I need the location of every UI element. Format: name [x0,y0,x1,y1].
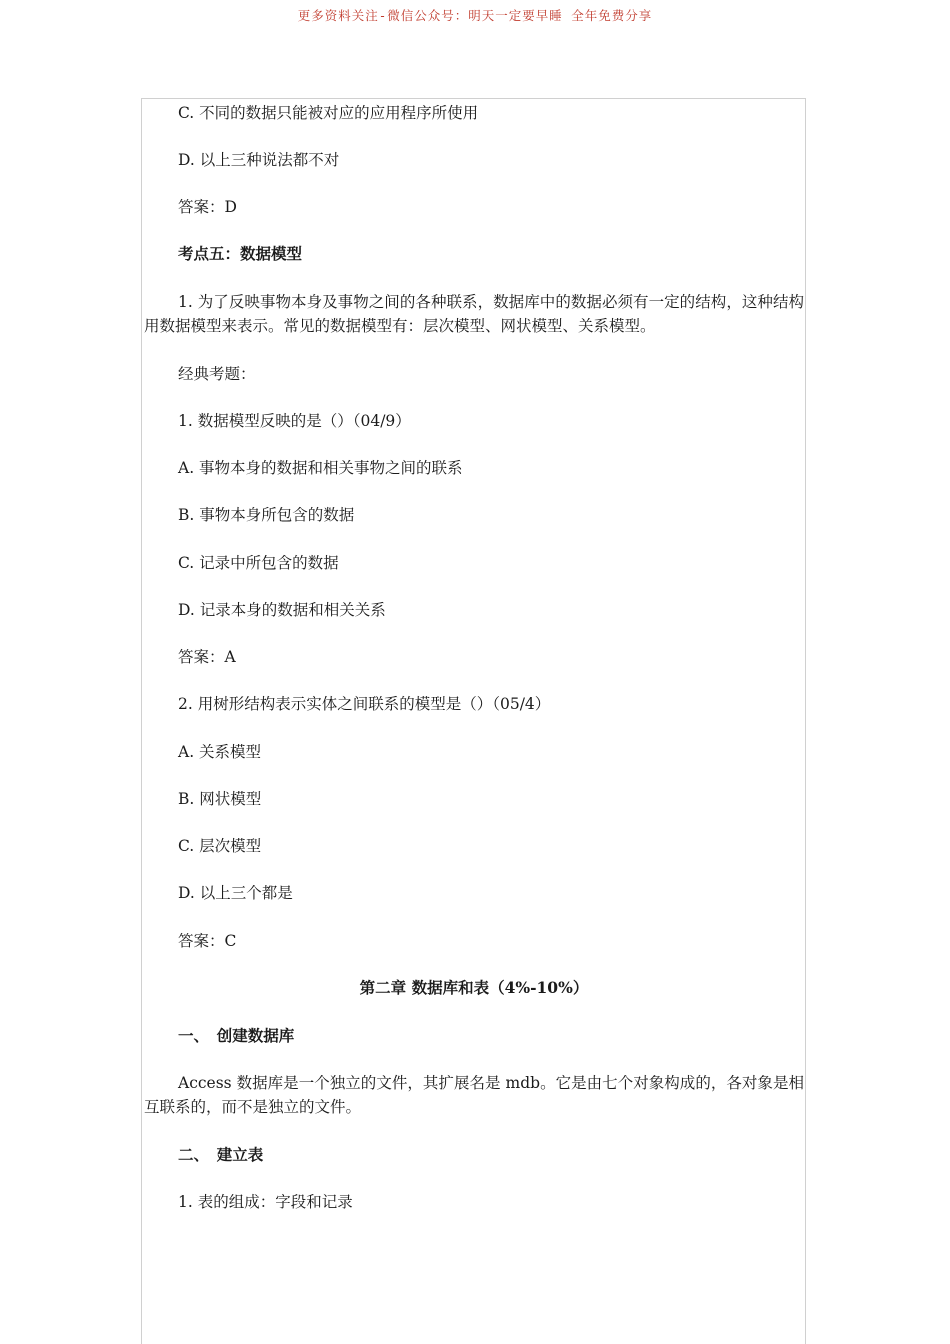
q2-option-b: B. 网状模型 [178,790,262,808]
q2-answer: 答案：C [178,932,237,950]
option-d-line: D. 以上三种说法都不对 [178,151,340,169]
section-heading: 考点五：数据模型 [178,244,303,263]
q2-option-d: D. 以上三个都是 [178,884,293,902]
question-1: 1. 数据模型反映的是（）（04/9） [178,412,411,430]
q1-option-c: C. 记录中所包含的数据 [178,554,339,572]
question-2: 2. 用树形结构表示实体之间联系的模型是（）（05/4） [178,695,551,713]
chapter-title: 第二章 数据库和表（4%-10%） [359,978,589,997]
access-paragraph: Access 数据库是一个独立的文件，其扩展名是 mdb。它是由七个对象构成的，各对象是相互联系的，而不是独立的文件。 [144,1074,804,1116]
q2-option-a: A. 关系模型 [178,743,262,761]
q2-option-c: C. 层次模型 [178,837,262,855]
q1-option-b: B. 事物本身所包含的数据 [178,506,355,524]
section-1-heading: 一、 创建数据库 [178,1026,295,1045]
option-c-line: C. 不同的数据只能被对应的应用程序所使用 [178,104,479,122]
classic-questions-label: 经典考题： [178,365,256,383]
body-paragraph: 1. 为了反映事物本身及事物之间的各种联系，数据库中的数据必须有一定的结构，这种结构用数据模型来表示。常见的数据模型有：层次模型、网状模型、关系模型。 [144,293,804,335]
q1-option-d: D. 记录本身的数据和相关关系 [178,601,386,619]
q1-option-a: A. 事物本身的数据和相关事物之间的联系 [178,459,463,477]
section-2-heading: 二、 建立表 [178,1145,264,1164]
table-composition-line: 1. 表的组成：字段和记录 [178,1193,353,1211]
watermark-text: 更多资料关注-微信公众号：明天一定要早睡 全年免费分享 [297,8,653,23]
q1-answer: 答案：A [178,648,236,666]
answer-line: 答案：D [178,198,237,216]
